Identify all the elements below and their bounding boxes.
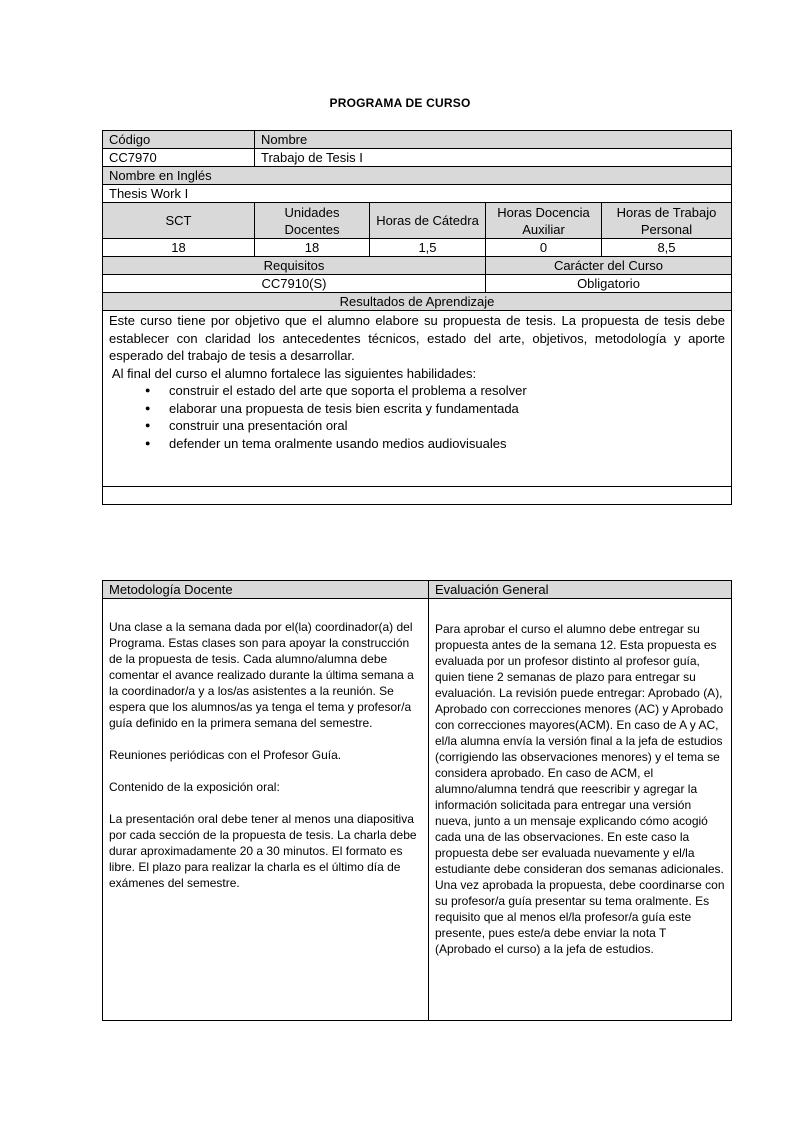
resultados-intro: Este curso tiene por objetivo que el alumno elabore su propuesta de tesis. La propuesta de tesis debe establecer con claridad los antecedentes técnicos, estado del arte, objetivos, metodología y aporte esperado del trabajo de tesis a desarrollar. bbox=[109, 313, 725, 363]
metodologia-p4: La presentación oral debe tener al menos una diapositiva por cada sección de la propuesta de tesis. La charla debe durar aproximadamente 20 a 30 minutos. El formato es libre. El plazo para realizar la charla es el último día de exámenes del semestre. bbox=[109, 812, 417, 890]
resultados-content bbox=[103, 311, 732, 487]
list-item: ● elaborar una propuesta de tesis bien escrita y fundamentada bbox=[169, 400, 725, 418]
unidades-value: 18 bbox=[255, 239, 370, 257]
habilidades-list bbox=[109, 382, 725, 452]
list-item: ● construir el estado del arte que soporta el problema a resolver bbox=[169, 382, 725, 400]
caracter-label: Carácter del Curso bbox=[486, 257, 732, 275]
evaluacion-p2: Una vez aprobada la propuesta, debe coordinarse con su profesor/a guía presentar su tema oralmente. Es requisito que al menos el/la profesor/a guía este presente, pues este/a debe enviar la nota T (Aprobado el curso) a la jefa de estudios. bbox=[435, 878, 725, 956]
requisitos-label: Requisitos bbox=[103, 257, 486, 275]
list-item: ● construir una presentación oral bbox=[169, 417, 725, 435]
evaluacion-p1: Para aprobar el curso el alumno debe entregar su propuesta antes de la semana 12. Esta propuesta es evaluada por un profesor distinto al profesor guía, quien tiene 2 semanas de plazo para entregar su evaluación. La revisión puede entregar: Aprobado (A), Aprobado con correcciones menores (AC) y Aprobado con correcciones mayores(ACM). En caso de A y AC, el/la alumna envía la versión final a la jefa de estudios (corrigiendo las observaciones menores) y el tema se considera aprobado. En caso de ACM, el alumno/alumna tendrá que reescribir y agregar la información solicitada para entregar una versión nueva, junto a un mensaje explicando cómo acogió cada una de las observaciones. En este caso la propuesta debe ser evaluada nuevamente y el/la estudiante debe consideran dos semanas adicionales. bbox=[435, 622, 724, 876]
metodologia-p2: Reuniones periódicas con el Profesor Guía. bbox=[109, 748, 342, 762]
caracter-value: Obligatorio bbox=[486, 275, 732, 293]
nombre-label: Nombre bbox=[255, 131, 732, 149]
unidades-header: Unidades Docentes bbox=[255, 203, 370, 239]
horas-personal-value: 8,5 bbox=[602, 239, 732, 257]
resultados-habilidades: Al final del curso el alumno fortalece las siguientes habilidades: bbox=[109, 365, 477, 381]
metodologia-p1: Una clase a la semana dada por el(la) coordinador(a) del Programa. Estas clases son para apoyar la construcción de la propuesta de tesis. Cada alumno/alumna debe comentar el avance realizado durante la última semana a la coordinador/a y a los/as asistentes a la reunión. Se espera que los alumnos/as ya tenga el tema y profesor/a guía definido en la primera semana del semestre. bbox=[109, 620, 414, 730]
horas-personal-header: Horas de Trabajo Personal bbox=[602, 203, 732, 239]
evaluacion-content bbox=[429, 599, 732, 1021]
evaluacion-label: Evaluación General bbox=[429, 581, 732, 599]
page-title: PROGRAMA DE CURSO bbox=[329, 96, 471, 110]
sct-value: 18 bbox=[103, 239, 255, 257]
horas-auxiliar-header: Horas Docencia Auxiliar bbox=[486, 203, 602, 239]
course-code: CC7970 bbox=[103, 149, 255, 167]
list-item: ● defender un tema oralmente usando medios audiovisuales bbox=[169, 435, 725, 453]
english-name: Thesis Work I bbox=[103, 185, 732, 203]
metodologia-p3: Contenido de la exposición oral: bbox=[109, 780, 280, 794]
methodology-evaluation-table bbox=[102, 580, 732, 1021]
metodologia-label: Metodología Docente bbox=[103, 581, 429, 599]
horas-catedra-header: Horas de Cátedra bbox=[370, 203, 486, 239]
horas-auxiliar-value: 0 bbox=[486, 239, 602, 257]
english-name-label: Nombre en Inglés bbox=[103, 167, 732, 185]
requisitos-value: CC7910(S) bbox=[103, 275, 486, 293]
course-info-table bbox=[102, 130, 732, 505]
sct-header: SCT bbox=[103, 203, 255, 239]
metodologia-content bbox=[103, 599, 429, 1021]
empty-row bbox=[103, 487, 732, 505]
course-name: Trabajo de Tesis I bbox=[255, 149, 732, 167]
resultados-label: Resultados de Aprendizaje bbox=[103, 293, 732, 311]
horas-catedra-value: 1,5 bbox=[370, 239, 486, 257]
codigo-label: Código bbox=[103, 131, 255, 149]
